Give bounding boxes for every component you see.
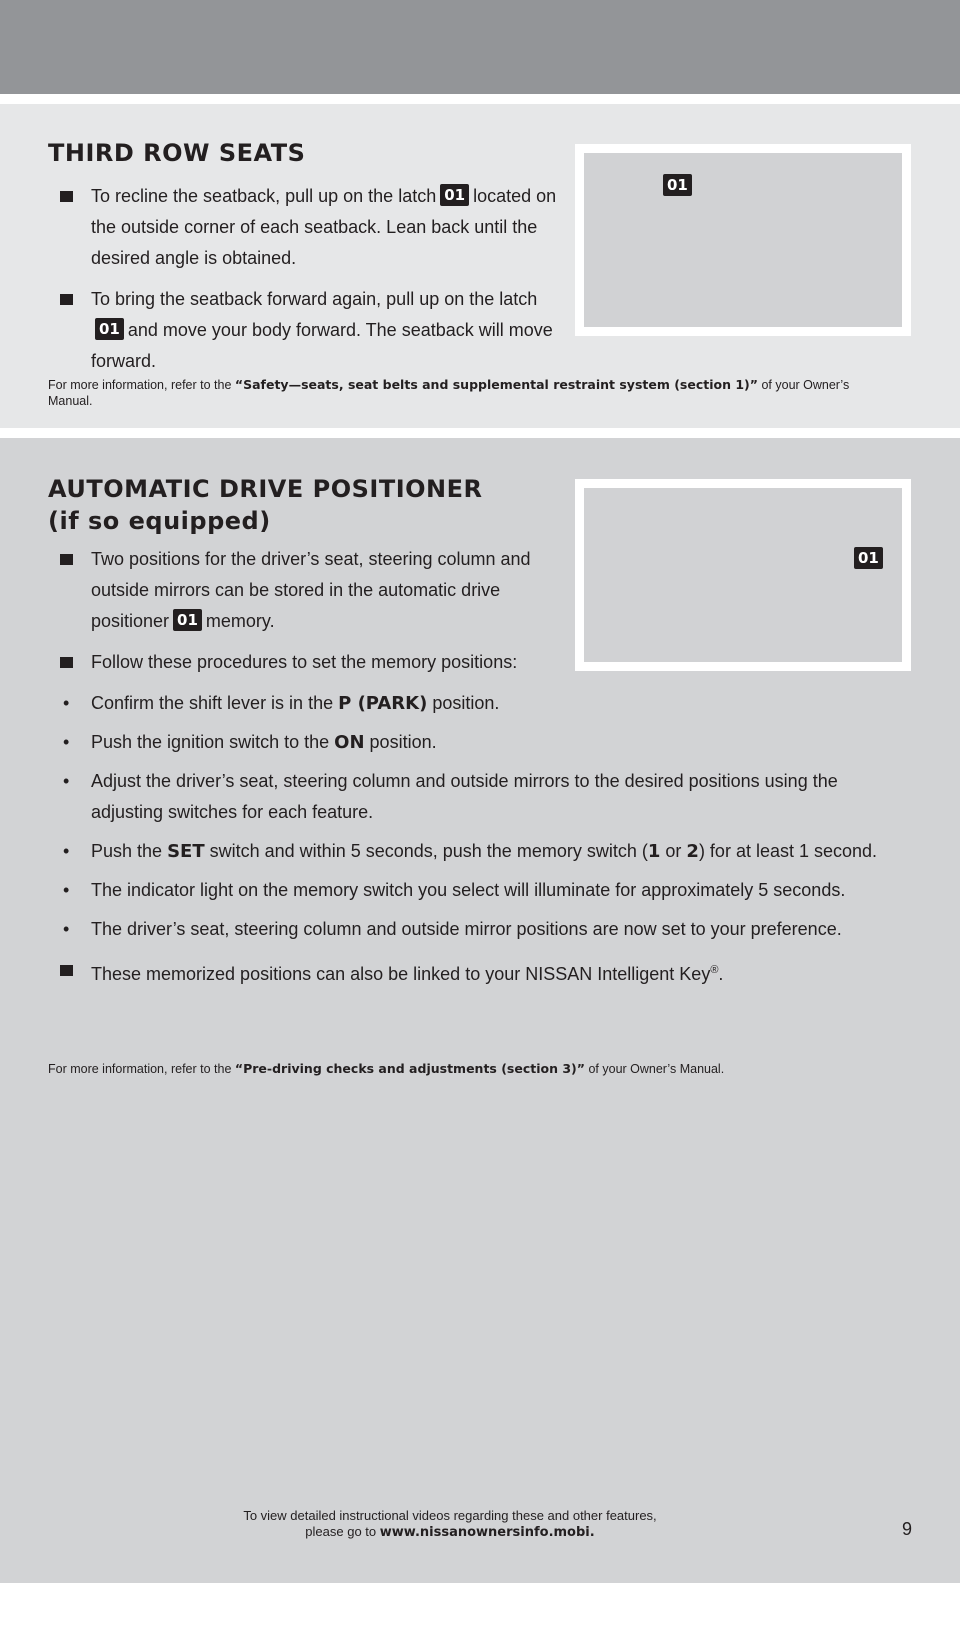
third-row-reference-note: For more information, refer to the “Safety—seats, seat belts and supplemental restraint system (section 1)” of your Owner’s Manual. <box>48 377 850 408</box>
step-item: • Push the SET switch and within 5 seconds, push the memory switch (1 or 2) for at least 1 second. <box>48 836 908 867</box>
bullet-dot-icon: • <box>63 919 70 939</box>
callout-badge: 01 <box>173 609 202 631</box>
memory-steps <box>48 688 908 945</box>
image-callout-badge: 01 <box>854 547 883 569</box>
third-row-bullets <box>48 181 568 387</box>
list-item: Follow these procedures to set the memory positions: • Confirm the shift lever is in the P (PARK) position. • Push the ignition switch to the ON position. • Adjust the driver’s seat, steering column and outside mirrors to the desired positions using the adjusting switches for each feature. • Push the SET switch and within 5 seconds, push the memory switch (1 or 2) for at least 1 second. • The indicator light on the memory switch you select will illuminate for approximately 5 seconds. • The driver’s seat, steering column and outside mirror positions are now set to your preference. <box>48 647 908 945</box>
divider-line <box>0 428 960 438</box>
bullet-dot-icon: • <box>63 841 70 861</box>
step-item: • Push the ignition switch to the ON position. <box>48 727 908 758</box>
top-band <box>0 0 960 94</box>
third-row-title: THIRD ROW SEATS <box>48 139 306 167</box>
square-bullet-icon <box>60 554 73 565</box>
bullet-dot-icon: • <box>63 732 70 752</box>
callout-badge: 01 <box>95 318 124 340</box>
auto-drive-title: AUTOMATIC DRIVE POSITIONER (if so equipped) <box>48 475 483 535</box>
page-number: 9 <box>902 1519 913 1539</box>
square-bullet-icon <box>60 191 73 202</box>
third-row-seat-image <box>575 144 911 336</box>
auto-drive-reference-note: For more information, refer to the “Pre-driving checks and adjustments (section 3)” of your Owner’s Manual. <box>48 1061 725 1076</box>
bullet-dot-icon: • <box>63 693 70 713</box>
footer-text: To view detailed instructional videos regarding these and other features, please go to www.nissanownersinfo.mobi. <box>243 1508 657 1540</box>
divider-line <box>0 94 960 104</box>
step-item: • The indicator light on the memory switch you select will illuminate for approximately 5 seconds. <box>48 875 908 906</box>
list-item: To bring the seatback forward again, pull up on the latch01 and move your body forward. The seatback will move forward. <box>48 284 568 377</box>
square-bullet-icon <box>60 965 73 976</box>
list-item: Two positions for the driver’s seat, steering column and outside mirrors can be stored in the automatic drive positioner 01 memory. <box>48 544 571 637</box>
square-bullet-icon <box>60 657 73 668</box>
callout-badge: 01 <box>440 184 469 206</box>
auto-drive-bullets <box>48 544 908 1000</box>
bullet-dot-icon: • <box>63 880 70 900</box>
step-item: • Confirm the shift lever is in the P (PARK) position. <box>48 688 908 719</box>
bullet-dot-icon: • <box>63 771 70 791</box>
owners-info-link[interactable]: www.nissanownersinfo.mobi. <box>379 1525 595 1540</box>
step-item: • The driver’s seat, steering column and outside mirror positions are now set to your preference. <box>48 914 908 945</box>
list-item: These memorized positions can also be linked to your NISSAN Intelligent Key®. <box>48 955 908 990</box>
list-item: To recline the seatback, pull up on the latch 01 located on the outside corner of each seatback. Lean back until the desired angle is obtained. <box>48 181 568 274</box>
image-callout-badge: 01 <box>663 174 692 196</box>
bottom-band <box>0 1583 960 1632</box>
square-bullet-icon <box>60 294 73 305</box>
step-item: • Adjust the driver’s seat, steering column and outside mirrors to the desired positions using the adjusting switches for each feature. <box>48 766 908 828</box>
